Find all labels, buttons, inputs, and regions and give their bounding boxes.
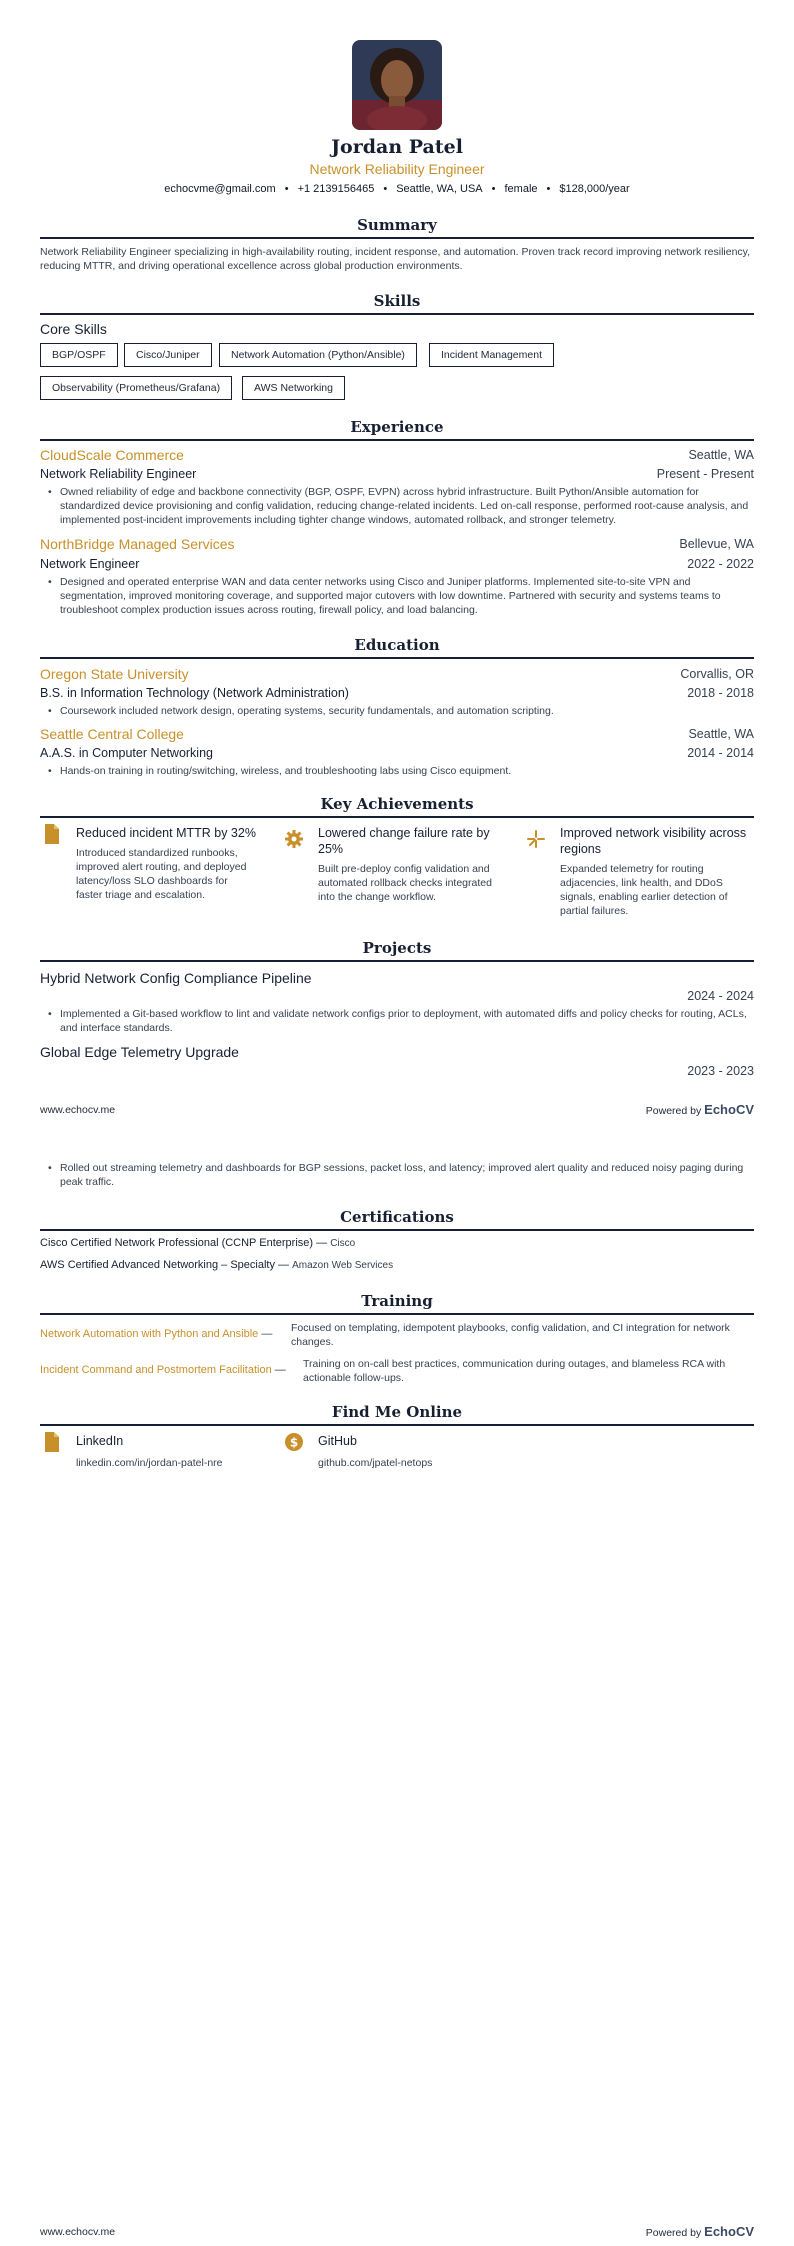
file-icon bbox=[43, 824, 63, 844]
training-heading: Training bbox=[40, 1292, 754, 1315]
certifications-heading: Certifications bbox=[40, 1208, 754, 1231]
project-name: Hybrid Network Config Compliance Pipeline bbox=[40, 970, 312, 986]
education-school: Oregon State University bbox=[40, 666, 189, 682]
online-link-label: LinkedIn bbox=[76, 1434, 124, 1448]
education-location: Seattle, WA bbox=[688, 727, 754, 741]
skill-chip: Cisco/Juniper bbox=[124, 343, 212, 367]
certification-item: Cisco Certified Network Professional (CCNP Enterprise) — Cisco bbox=[40, 1237, 356, 1249]
achievement-desc: Introduced standardized runbooks, improved alert routing, and deployed latency/loss SLO dashboards for faster triage and escalation. bbox=[76, 847, 247, 901]
education-dates: 2018 - 2018 bbox=[687, 686, 754, 700]
contact-location: Seattle, WA, USA bbox=[396, 183, 483, 195]
achievement-title: Lowered change failure rate by 25% bbox=[318, 826, 490, 856]
footer-powered bbox=[646, 2224, 754, 2239]
certification-issuer: Amazon Web Services bbox=[292, 1260, 394, 1271]
experience-dates: 2022 - 2022 bbox=[687, 557, 754, 571]
summary-heading: Summary bbox=[40, 216, 754, 239]
education-school: Seattle Central College bbox=[40, 726, 184, 742]
achievement-desc: Expanded telemetry for routing adjacencies, link health, and DDoS signals, enabling earlier detection of partial failures. bbox=[560, 863, 728, 917]
dollar-icon bbox=[285, 1433, 305, 1453]
contact-phone[interactable]: +1 2139156465 bbox=[297, 183, 375, 195]
gear-icon bbox=[285, 830, 305, 850]
footer-powered bbox=[646, 1102, 754, 1117]
experience-bullet: • Owned reliability of edge and backbone connectivity (BGP, OSPF, EVPN) across hybrid infrastructure. Built Python/Ansible automation for standardized device provisioning and config validation, reducing change-related incidents. Led on-call response, performed root-cause analysis, and implemented post-incident improvements including tighter change windows, automated rollback, and stronger telemetry. bbox=[50, 485, 750, 527]
education-bullet: • Hands-on training in routing/switching, wireless, and troubleshooting labs using Cisco equipment. bbox=[50, 764, 750, 778]
project-dates: 2023 - 2023 bbox=[687, 1064, 754, 1078]
contact-line bbox=[0, 183, 794, 195]
education-location: Corvallis, OR bbox=[680, 667, 754, 681]
certification-item: AWS Certified Advanced Networking – Specialty — Amazon Web Services bbox=[40, 1259, 394, 1271]
training-name: Incident Command and Postmortem Facilitation — bbox=[40, 1364, 286, 1376]
online-link-url[interactable]: linkedin.com/in/jordan-patel-nre bbox=[76, 1457, 223, 1469]
file-icon bbox=[43, 1432, 63, 1452]
sparkle-icon bbox=[527, 830, 547, 850]
skill-chip: Network Automation (Python/Ansible) bbox=[219, 343, 417, 367]
certification-name: Cisco Certified Network Professional (CCNP Enterprise) bbox=[40, 1237, 314, 1249]
project-name: Global Edge Telemetry Upgrade bbox=[40, 1044, 239, 1060]
projects-heading: Projects bbox=[40, 939, 754, 962]
powered-by-label: Powered by bbox=[645, 1105, 702, 1117]
candidate-title: Network Reliability Engineer bbox=[309, 161, 485, 177]
certification-name: AWS Certified Advanced Networking – Specialty bbox=[40, 1259, 275, 1271]
profile-photo bbox=[352, 40, 442, 130]
achievement-title: Reduced incident MTTR by 32% bbox=[76, 826, 256, 840]
experience-location: Seattle, WA bbox=[688, 448, 754, 462]
svg-text:$: $ bbox=[289, 1435, 299, 1450]
contact-salary: $128,000/year bbox=[559, 183, 630, 195]
online-link-url[interactable]: github.com/jpatel-netops bbox=[318, 1457, 433, 1469]
skill-chip: AWS Networking bbox=[242, 376, 345, 400]
education-dates: 2014 - 2014 bbox=[687, 746, 754, 760]
achievements-heading: Key Achievements bbox=[40, 795, 754, 818]
project-dates: 2024 - 2024 bbox=[687, 989, 754, 1003]
education-bullet: • Coursework included network design, operating systems, security fundamentals, and automation scripting. bbox=[50, 704, 750, 718]
education-heading: Education bbox=[40, 636, 754, 659]
training-name: Network Automation with Python and Ansible — bbox=[40, 1328, 273, 1340]
skill-chip: Observability (Prometheus/Grafana) bbox=[40, 376, 232, 400]
experience-heading: Experience bbox=[40, 418, 754, 441]
contact-gender: female bbox=[504, 183, 538, 195]
project-bullet: • Implemented a Git-based workflow to lint and validate network configs prior to deployment, with automated diffs and policy checks for routing, ACLs, and interface standards. bbox=[50, 1007, 750, 1035]
skills-group-label: Core Skills bbox=[40, 321, 107, 337]
candidate-name: Jordan Patel bbox=[331, 136, 463, 158]
education-degree: B.S. in Information Technology (Network Administration) bbox=[40, 686, 349, 700]
achievement-title: Improved network visibility across regions bbox=[560, 826, 747, 856]
online-heading: Find Me Online bbox=[40, 1403, 754, 1426]
experience-location: Bellevue, WA bbox=[679, 537, 754, 551]
experience-position: Network Engineer bbox=[40, 557, 140, 571]
echocv-logo[interactable]: EchoCV bbox=[704, 1102, 754, 1117]
separator-dot: • bbox=[491, 183, 496, 195]
experience-dates: Present - Present bbox=[656, 467, 754, 481]
contact-email[interactable]: echocvme@gmail.com bbox=[164, 183, 276, 195]
skill-chip: BGP/OSPF bbox=[40, 343, 118, 367]
education-degree: A.A.S. in Computer Networking bbox=[40, 746, 213, 760]
skill-chip: Incident Management bbox=[429, 343, 554, 367]
footer-site[interactable]: www.echocv.me bbox=[40, 1104, 116, 1116]
skills-heading: Skills bbox=[40, 292, 754, 315]
certification-issuer: Cisco bbox=[330, 1238, 356, 1249]
echocv-logo[interactable]: EchoCV bbox=[704, 2224, 754, 2239]
training-desc: Training on on-call best practices, communication during outages, and blameless RCA with actionable follow-ups. bbox=[303, 1358, 726, 1384]
separator-dot: • bbox=[383, 183, 388, 195]
summary-text: Network Reliability Engineer specializing in high-availability routing, incident response, and automation. Proven track record improving network resiliency, reducing MTTR, and driving operational excellence across global production environments. bbox=[40, 246, 751, 272]
separator-dot: • bbox=[284, 183, 289, 195]
project-bullet: • Rolled out streaming telemetry and dashboards for BGP sessions, packet loss, and latency; improved alert quality and reduced noisy paging during peak traffic. bbox=[50, 1161, 750, 1189]
experience-position: Network Reliability Engineer bbox=[40, 467, 197, 481]
achievement-desc: Built pre-deploy config validation and automated rollback checks integrated into the change workflow. bbox=[318, 863, 492, 903]
training-desc: Focused on templating, idempotent playbooks, config validation, and CI integration for network changes. bbox=[291, 1322, 730, 1348]
footer-site[interactable]: www.echocv.me bbox=[40, 2226, 116, 2238]
experience-company: NorthBridge Managed Services bbox=[40, 536, 235, 552]
experience-bullet: • Designed and operated enterprise WAN and data center networks using Cisco and Juniper platforms. Implemented site-to-site VPN and segmentation, improved monitoring coverage, and supported major cutovers with low downtime. Partnered with security and systems teams to troubleshoot complex production issues across routing, firewall policy, and load balancing. bbox=[50, 575, 750, 617]
online-link-label: GitHub bbox=[318, 1434, 357, 1448]
separator-dot: • bbox=[546, 183, 551, 195]
powered-by-label: Powered by bbox=[645, 2227, 702, 2239]
experience-company: CloudScale Commerce bbox=[40, 447, 184, 463]
